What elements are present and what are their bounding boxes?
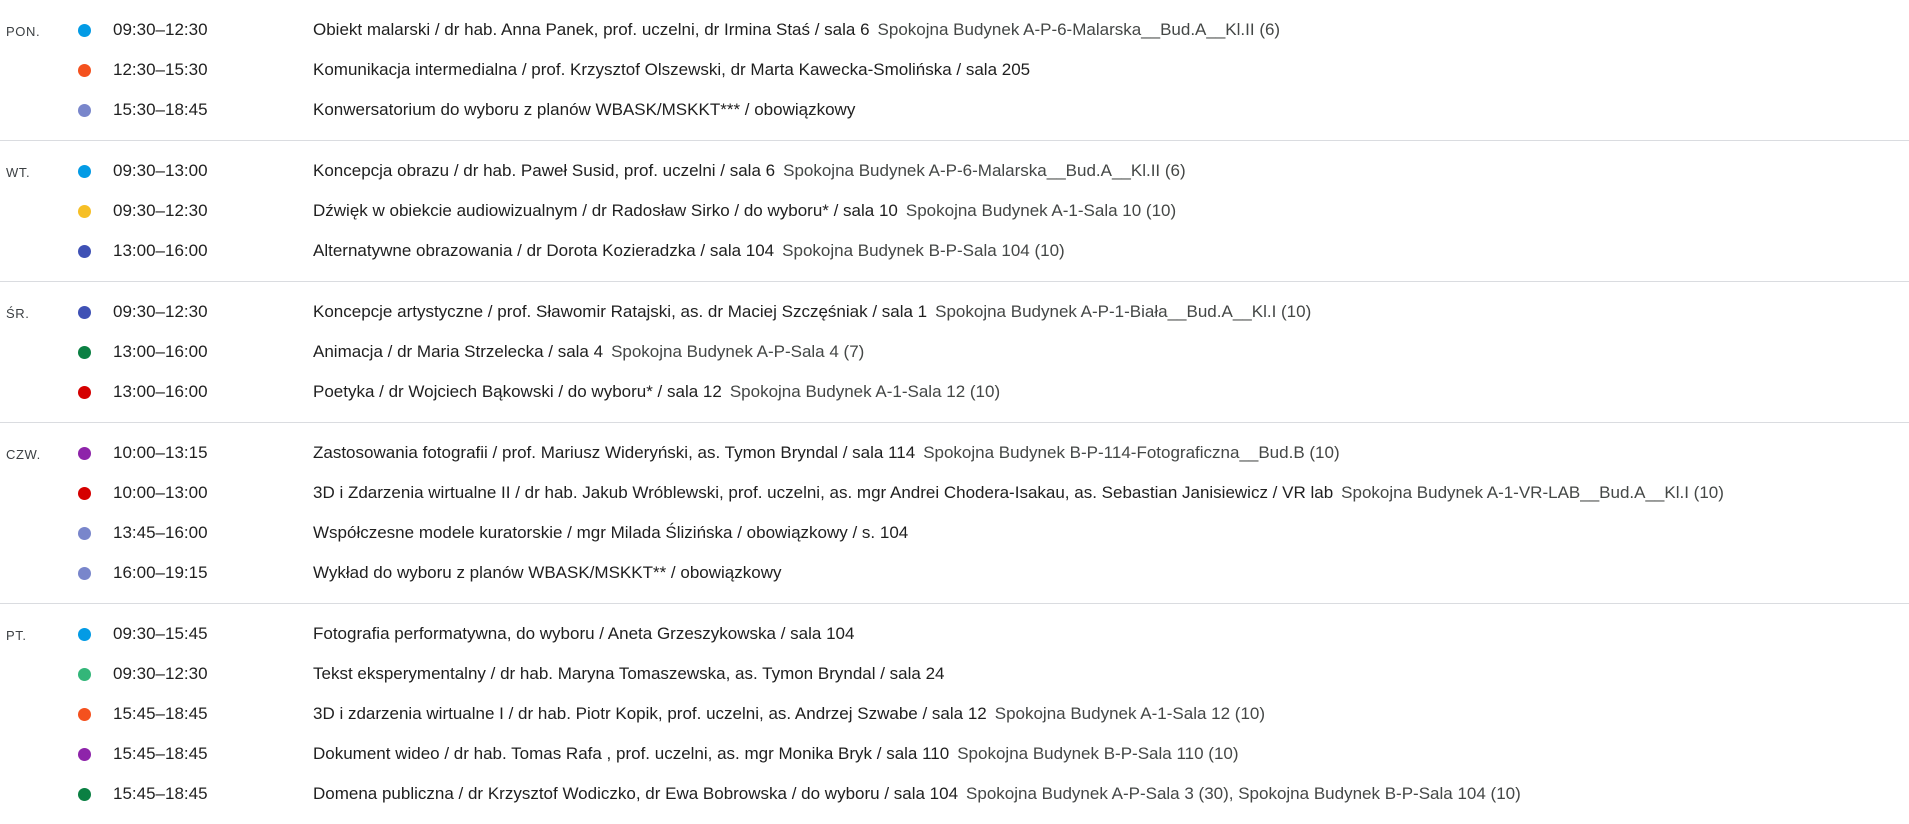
event-title: Alternatywne obrazowania / dr Dorota Kozieradzka / sala 104: [313, 241, 775, 260]
event-title: Koncepcje artystyczne / prof. Sławomir Ratajski, as. dr Maciej Szczęśniak / sala 1: [313, 302, 928, 321]
event-title: Współczesne modele kuratorskie / mgr Milada Ślizińska / obowiązkowy / s. 104: [313, 523, 909, 542]
event-location: Spokojna Budynek A-P-6-Malarska__Bud.A__Kl.II (6): [877, 20, 1281, 39]
calendar-color-dot-icon: [78, 567, 91, 580]
calendar-color-dot-icon: [78, 386, 91, 399]
event-details: [313, 784, 1521, 804]
event-title: Konwersatorium do wyboru z planów WBASK/MSKKT*** / obowiązkowy: [313, 100, 856, 119]
event-title: Dokument wideo / dr hab. Tomas Rafa , prof. uczelni, as. mgr Monika Bryk / sala 110: [313, 744, 950, 763]
calendar-color-dot-icon: [78, 708, 91, 721]
event-title: Domena publiczna / dr Krzysztof Wodiczko, dr Ewa Bobrowska / do wyboru / sala 104: [313, 784, 959, 803]
event-title: 3D i Zdarzenia wirtualne II / dr hab. Jakub Wróblewski, prof. uczelni, as. mgr Andrei Chodera-Isakau, as. Sebastian Janisiewicz / VR lab: [313, 483, 1334, 502]
event-location: Spokojna Budynek A-1-Sala 12 (10): [994, 704, 1266, 723]
event-time: 09:30–12:30: [113, 201, 208, 220]
event-details: [313, 443, 1340, 463]
day-label: PON.: [6, 24, 41, 39]
event-details: [313, 20, 1280, 40]
calendar-color-dot-icon: [78, 205, 91, 218]
event-row[interactable]: [0, 191, 1909, 231]
day-group: [0, 141, 1909, 282]
event-row[interactable]: [0, 292, 1909, 332]
event-title: Tekst eksperymentalny / dr hab. Maryna Tomaszewska, as. Tymon Bryndal / sala 24: [313, 664, 945, 683]
event-details: [313, 563, 781, 583]
calendar-color-dot-icon: [78, 447, 91, 460]
event-title: Komunikacja intermedialna / prof. Krzysztof Olszewski, dr Marta Kawecka-Smolińska / sala 205: [313, 60, 1031, 79]
calendar-color-dot-icon: [78, 788, 91, 801]
event-title: Fotografia performatywna, do wyboru / Aneta Grzeszykowska / sala 104: [313, 624, 855, 643]
event-row[interactable]: [0, 473, 1909, 513]
event-time: 09:30–12:30: [113, 302, 208, 321]
event-details: [313, 161, 1186, 181]
day-group: [0, 423, 1909, 604]
event-row[interactable]: [0, 553, 1909, 593]
event-title: Zastosowania fotografii / prof. Mariusz Wideryński, as. Tymon Bryndal / sala 114: [313, 443, 916, 462]
event-time: 15:45–18:45: [113, 784, 208, 803]
event-location: Spokojna Budynek A-P-Sala 3 (30), Spokojna Budynek B-P-Sala 104 (10): [966, 784, 1521, 803]
day-label: PT.: [6, 628, 27, 643]
event-title: Animacja / dr Maria Strzelecka / sala 4: [313, 342, 604, 361]
event-details: [313, 523, 908, 543]
event-time: 15:45–18:45: [113, 704, 208, 723]
event-details: [313, 744, 1239, 764]
calendar-color-dot-icon: [78, 748, 91, 761]
calendar-color-dot-icon: [78, 24, 91, 37]
event-location: Spokojna Budynek A-1-VR-LAB__Bud.A__Kl.I (10): [1341, 483, 1724, 502]
event-details: [313, 60, 1030, 80]
event-row[interactable]: [0, 10, 1909, 50]
event-row[interactable]: [0, 231, 1909, 271]
calendar-color-dot-icon: [78, 628, 91, 641]
event-location: Spokojna Budynek A-1-Sala 12 (10): [729, 382, 1001, 401]
event-time: 10:00–13:15: [113, 443, 208, 462]
calendar-color-dot-icon: [78, 306, 91, 319]
calendar-color-dot-icon: [78, 487, 91, 500]
event-details: [313, 704, 1265, 724]
day-label: CZW.: [6, 447, 41, 462]
event-row[interactable]: [0, 614, 1909, 654]
day-group: [0, 282, 1909, 423]
event-location: Spokojna Budynek A-P-6-Malarska__Bud.A__Kl.II (6): [783, 161, 1186, 180]
event-time: 09:30–13:00: [113, 161, 208, 180]
event-row[interactable]: [0, 433, 1909, 473]
event-row[interactable]: [0, 151, 1909, 191]
day-label: WT.: [6, 165, 31, 180]
event-time: 10:00–13:00: [113, 483, 208, 502]
event-row[interactable]: [0, 734, 1909, 774]
event-row[interactable]: [0, 654, 1909, 694]
event-time: 09:30–12:30: [113, 664, 208, 683]
event-details: [313, 201, 1176, 221]
event-title: Dźwięk w obiekcie audiowizualnym / dr Radosław Sirko / do wyboru* / sala 10: [313, 201, 898, 220]
day-group: [0, 0, 1909, 141]
event-location: Spokojna Budynek A-1-Sala 10 (10): [905, 201, 1177, 220]
event-row[interactable]: [0, 774, 1909, 814]
day-group: [0, 604, 1909, 824]
calendar-color-dot-icon: [78, 245, 91, 258]
calendar-color-dot-icon: [78, 527, 91, 540]
event-row[interactable]: [0, 694, 1909, 734]
event-location: Spokojna Budynek B-P-114-Fotograficzna__Bud.B (10): [923, 443, 1340, 462]
event-details: [313, 100, 855, 120]
event-time: 15:45–18:45: [113, 744, 208, 763]
event-row[interactable]: [0, 90, 1909, 130]
event-details: [313, 664, 945, 684]
event-location: Spokojna Budynek A-P-1-Biała__Bud.A__Kl.I (10): [935, 302, 1312, 321]
event-time: 15:30–18:45: [113, 100, 208, 119]
event-time: 13:00–16:00: [113, 342, 208, 361]
event-row[interactable]: [0, 513, 1909, 553]
event-location: Spokojna Budynek B-P-Sala 104 (10): [782, 241, 1065, 260]
event-details: [313, 483, 1724, 503]
event-title: Wykład do wyboru z planów WBASK/MSKKT** / obowiązkowy: [313, 563, 782, 582]
event-details: [313, 382, 1000, 402]
event-time: 09:30–12:30: [113, 20, 208, 39]
calendar-color-dot-icon: [78, 165, 91, 178]
event-title: 3D i zdarzenia wirtualne I / dr hab. Piotr Kopik, prof. uczelni, as. Andrzej Szwabe / sala 12: [313, 704, 987, 723]
event-time: 13:45–16:00: [113, 523, 208, 542]
event-row[interactable]: [0, 50, 1909, 90]
event-details: [313, 302, 1311, 322]
event-details: [313, 342, 864, 362]
event-time: 13:00–16:00: [113, 382, 208, 401]
calendar-color-dot-icon: [78, 64, 91, 77]
event-details: [313, 624, 854, 644]
event-title: Poetyka / dr Wojciech Bąkowski / do wyboru* / sala 12: [313, 382, 722, 401]
calendar-color-dot-icon: [78, 104, 91, 117]
event-row[interactable]: [0, 332, 1909, 372]
event-time: 12:30–15:30: [113, 60, 208, 79]
event-row[interactable]: [0, 372, 1909, 412]
event-title: Obiekt malarski / dr hab. Anna Panek, prof. uczelni, dr Irmina Staś / sala 6: [313, 20, 870, 39]
event-time: 13:00–16:00: [113, 241, 208, 260]
calendar-color-dot-icon: [78, 668, 91, 681]
day-label: ŚR.: [6, 306, 30, 321]
event-location: Spokojna Budynek A-P-Sala 4 (7): [611, 342, 865, 361]
event-location: Spokojna Budynek B-P-Sala 110 (10): [957, 744, 1239, 763]
event-time: 16:00–19:15: [113, 563, 208, 582]
event-time: 09:30–15:45: [113, 624, 208, 643]
event-title: Koncepcja obrazu / dr hab. Paweł Susid, prof. uczelni / sala 6: [313, 161, 776, 180]
calendar-color-dot-icon: [78, 346, 91, 359]
event-details: [313, 241, 1065, 261]
